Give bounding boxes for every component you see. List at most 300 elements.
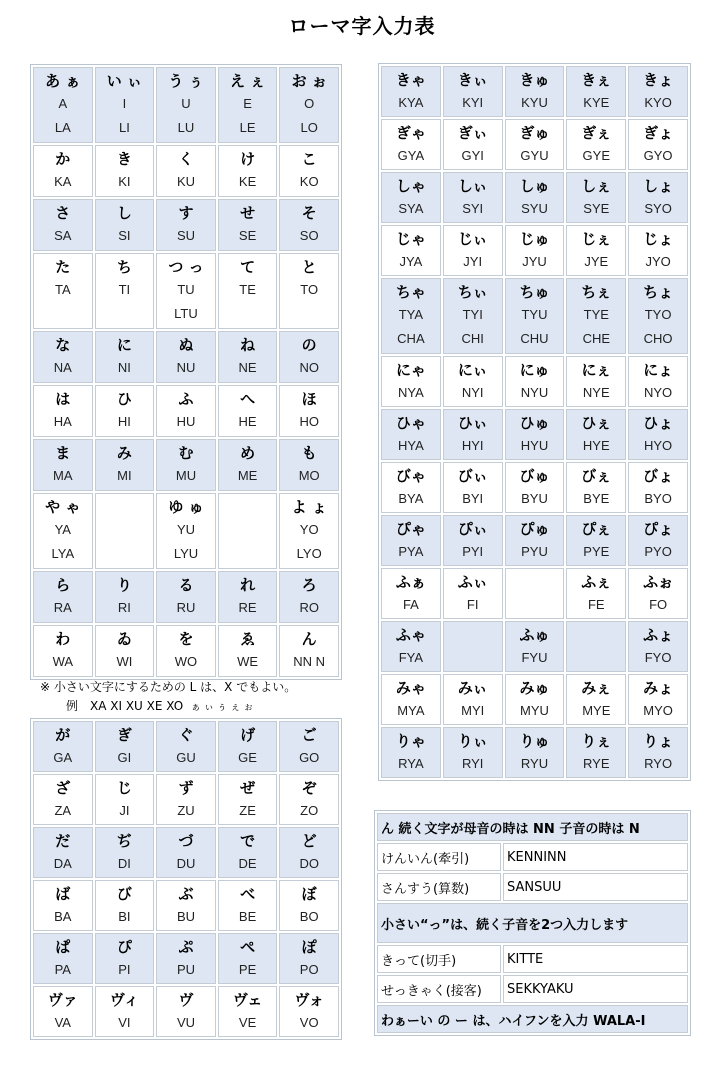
kana-cell [95, 199, 155, 251]
romaji-text: YU [176, 522, 196, 537]
example-label: きって(切手) [377, 945, 501, 973]
kana-cell [95, 331, 155, 383]
kana-text: ら [55, 576, 71, 594]
kana-text: きょ [643, 71, 674, 89]
kana-cell [566, 515, 626, 566]
kana-text: ふ [178, 390, 194, 408]
romaji-text: FO [649, 597, 668, 612]
kana-text: べ [240, 885, 256, 903]
kana-text: ヴォ [294, 991, 324, 1009]
kana-cell [443, 568, 503, 619]
table-row [33, 933, 339, 984]
table-row [33, 253, 339, 329]
kana-cell [156, 67, 216, 143]
contracted-kana-table [378, 63, 691, 781]
kana-cell [156, 253, 216, 329]
kana-text: の [301, 336, 317, 354]
kana-text: きぇ [581, 71, 612, 89]
romaji-text: GE [238, 750, 257, 765]
kana-cell [279, 331, 339, 383]
romaji-text: JYU [522, 254, 547, 269]
romaji-text: PYE [583, 544, 610, 559]
romaji-text: NYA [398, 385, 424, 400]
table-body [381, 66, 688, 778]
kana-text: せ [240, 204, 256, 222]
kana-text: ヴァ [47, 991, 78, 1009]
kana-cell [218, 986, 278, 1037]
kana-cell [218, 385, 278, 437]
kana-cell [33, 625, 93, 677]
kana-text: ひ [116, 390, 132, 408]
kana-cell [156, 721, 216, 772]
table-row [381, 278, 688, 354]
romaji-text: BYO [644, 491, 672, 506]
kana-cell [628, 568, 688, 619]
kana-cell [628, 172, 688, 223]
kana-text: ね [240, 336, 256, 354]
romaji-text: FA [402, 597, 419, 612]
romaji-text: ZO [300, 803, 319, 818]
kana-cell [156, 331, 216, 383]
romaji-text: SE [238, 228, 257, 243]
kana-text: ま [55, 444, 71, 462]
kana-text: ヴィ [109, 991, 139, 1009]
kana-cell [95, 774, 155, 825]
romaji-text: TA [54, 282, 71, 297]
kana-cell [218, 933, 278, 984]
kana-cell [381, 119, 441, 170]
romaji-text: LTU [174, 306, 198, 321]
kana-cell [505, 409, 565, 460]
kana-cell [95, 880, 155, 931]
kana-text: しょ [643, 177, 674, 195]
romaji-text: PE [238, 962, 257, 977]
table-row [381, 621, 688, 672]
romaji-text: BI [118, 909, 131, 924]
romaji-text: LYA [51, 546, 75, 561]
romaji-text: A [58, 96, 68, 111]
kana-text: み [116, 444, 132, 462]
table-row [33, 385, 339, 437]
romaji-text: HA [53, 414, 72, 429]
kana-text: きゃ [395, 71, 426, 89]
romaji-text: DO [299, 856, 319, 871]
romaji-text: BO [299, 909, 319, 924]
kana-cell [279, 827, 339, 878]
kana-text: ぴゃ [395, 520, 426, 538]
table-row [381, 225, 688, 276]
romaji-text: SO [299, 228, 319, 243]
voiced-kana-table [30, 718, 342, 1040]
romaji-text: WA [52, 654, 74, 669]
romaji-text: NYU [520, 385, 549, 400]
romaji-text: MU [175, 468, 197, 483]
romaji-text: TI [118, 282, 131, 297]
table-row [381, 462, 688, 513]
kana-text: ちゃ [395, 283, 426, 301]
romaji-text: GO [299, 750, 320, 765]
romaji-text: ME [237, 468, 258, 483]
romaji-text: PYA [398, 544, 424, 559]
romaji-text: MYO [643, 703, 673, 718]
table-row [33, 145, 339, 197]
kana-text: か [55, 150, 71, 168]
table-row [33, 571, 339, 623]
romaji-text: HE [238, 414, 257, 429]
romaji-text: CHE [582, 331, 611, 346]
romaji-text: CHI [461, 331, 484, 346]
romaji-text: BYA [398, 491, 424, 506]
romaji-text: BYE [583, 491, 610, 506]
kana-text: ぴぃ [457, 520, 488, 538]
kana-cell [381, 278, 441, 354]
kana-cell [95, 827, 155, 878]
kana-cell [33, 199, 93, 251]
kana-text: じ [116, 779, 132, 797]
kana-text: め [240, 444, 256, 462]
kana-text: り [116, 576, 132, 594]
kana-text: ちょ [643, 283, 674, 301]
kana-text: ぴょ [643, 520, 674, 538]
kana-cell [381, 515, 441, 566]
kana-text: て [240, 258, 256, 276]
romaji-text: SU [176, 228, 196, 243]
romaji-text: KI [118, 174, 131, 189]
romaji-text: VO [299, 1015, 319, 1030]
kana-cell [566, 462, 626, 513]
kana-cell [443, 119, 503, 170]
kana-text: みゅ [519, 679, 550, 697]
kana-cell [33, 385, 93, 437]
kana-text: ゐ [116, 630, 132, 648]
kana-text: ぎぇ [581, 124, 612, 142]
romaji-text: PYI [462, 544, 484, 559]
kana-text: じょ [643, 230, 674, 248]
kana-text: びぇ [581, 467, 612, 485]
kana-text: みょ [643, 679, 674, 697]
romaji-text: NU [176, 360, 196, 375]
kana-text: ぜ [240, 779, 256, 797]
kana-text: じゅ [519, 230, 550, 248]
kana-cell [443, 462, 503, 513]
kana-text: こ [301, 150, 317, 168]
kana-cell [218, 571, 278, 623]
romaji-text: VU [176, 1015, 196, 1030]
romaji-text: U [181, 96, 191, 111]
romaji-text: LYO [296, 546, 322, 561]
kana-cell [381, 172, 441, 223]
kana-cell [505, 356, 565, 407]
romaji-text: O [304, 96, 315, 111]
kana-cell [566, 727, 626, 778]
romaji-text: LO [300, 120, 318, 135]
romaji-text: PU [176, 962, 196, 977]
romaji-text: PYU [521, 544, 548, 559]
romaji-text: MYA [397, 703, 425, 718]
kana-cell [33, 721, 93, 772]
kana-cell [566, 674, 626, 725]
kana-cell [505, 278, 565, 354]
kana-cell [218, 67, 278, 143]
kana-text: ひぇ [581, 414, 612, 432]
kana-text: ちゅ [519, 283, 550, 301]
kana-cell [566, 119, 626, 170]
table-row [33, 774, 339, 825]
kana-text: ぢ [116, 832, 132, 850]
table-row [33, 880, 339, 931]
romaji-text: MYE [582, 703, 611, 718]
kana-text: い ぃ [106, 72, 142, 90]
small-tsu-rule-header: 小さい“っ”は、続く子音を2つ入力します [377, 903, 688, 943]
romaji-text: KA [54, 174, 72, 189]
romaji-text: RE [238, 600, 257, 615]
romaji-text: DE [238, 856, 257, 871]
table-row [33, 331, 339, 383]
romaji-text: KU [176, 174, 196, 189]
romaji-text: RYU [520, 756, 549, 771]
romaji-text: KYA [398, 95, 424, 110]
kana-text: つ っ [168, 258, 204, 276]
romaji-text: SYO [644, 201, 672, 216]
kana-text: ほ [301, 390, 317, 408]
kana-text: す [178, 204, 194, 222]
table-row [381, 409, 688, 460]
kana-cell [218, 721, 278, 772]
kana-cell [95, 493, 155, 569]
kana-cell [156, 880, 216, 931]
romaji-text: RYO [644, 756, 673, 771]
romaji-text: RO [299, 600, 319, 615]
romaji-text: BA [54, 909, 72, 924]
romaji-text: NE [238, 360, 257, 375]
example-small-kana: ぁ ぃ ぅ ぇ ぉ [190, 702, 254, 713]
kana-cell [279, 385, 339, 437]
kana-cell [381, 727, 441, 778]
kana-text: ひゃ [395, 414, 426, 432]
romaji-text: BYU [521, 491, 548, 506]
kana-cell [156, 774, 216, 825]
kana-cell [33, 253, 93, 329]
kana-cell [628, 409, 688, 460]
kana-cell [218, 774, 278, 825]
romaji-text: DI [117, 856, 131, 871]
romaji-text: VE [238, 1015, 257, 1030]
input-rules-table [374, 810, 691, 1036]
example-value: SEKKYAKU [503, 975, 688, 1003]
kana-text: け [240, 150, 256, 168]
romaji-text: LA [54, 120, 71, 135]
kana-cell [381, 674, 441, 725]
romaji-text: TO [300, 282, 319, 297]
kana-cell [95, 145, 155, 197]
kana-cell [381, 462, 441, 513]
kana-text: む [178, 444, 194, 462]
kana-cell [628, 462, 688, 513]
table-row [381, 172, 688, 223]
kana-cell [566, 621, 626, 672]
kana-text: に [116, 336, 132, 354]
romaji-text: TYU [521, 307, 548, 322]
kana-cell [33, 67, 93, 143]
romaji-text: BYI [462, 491, 484, 506]
kana-cell [505, 674, 565, 725]
romaji-text: RYI [461, 756, 484, 771]
kana-cell [381, 225, 441, 276]
romaji-text: GYU [520, 148, 549, 163]
kana-text: は [55, 390, 71, 408]
romaji-text: GYI [461, 148, 484, 163]
romaji-text: FI [466, 597, 479, 612]
example-label: せっきゃく(接客) [377, 975, 501, 1003]
romaji-text: RYE [583, 756, 610, 771]
kana-cell [505, 172, 565, 223]
kana-cell [279, 439, 339, 491]
kana-text: ぷ [178, 938, 194, 956]
kana-text: りぇ [581, 732, 612, 750]
kana-cell [33, 827, 93, 878]
romaji-text: GYA [397, 148, 425, 163]
kana-cell [218, 145, 278, 197]
kana-cell [33, 933, 93, 984]
kana-text: にゃ [396, 361, 426, 379]
example-value: KITTE [503, 945, 688, 973]
kana-text: ち [116, 258, 132, 276]
romaji-text: NYE [582, 385, 610, 400]
romaji-text: RI [117, 600, 131, 615]
romaji-text: MO [298, 468, 320, 483]
romaji-text: LYU [173, 546, 199, 561]
kana-text: え ぇ [229, 72, 266, 90]
kana-cell [628, 356, 688, 407]
kana-cell [156, 439, 216, 491]
kana-text: ぐ [178, 726, 194, 744]
kana-text: にょ [643, 361, 673, 379]
romaji-text: ZU [177, 803, 195, 818]
romaji-text: FYO [644, 650, 672, 665]
romaji-text: NO [299, 360, 319, 375]
kana-text: が [55, 726, 71, 744]
kana-cell [505, 66, 565, 117]
romaji-text: HYO [644, 438, 673, 453]
romaji-text: KYU [521, 95, 548, 110]
romaji-text: TYI [462, 307, 483, 322]
kana-text: げ [240, 726, 256, 744]
kana-cell [95, 571, 155, 623]
kana-text: ふぉ [643, 573, 674, 591]
kana-text: し [116, 204, 132, 222]
kana-cell [218, 625, 278, 677]
romaji-text: JYA [399, 254, 423, 269]
romaji-text: KYI [462, 95, 484, 110]
kana-text: ひゅ [519, 414, 550, 432]
kana-cell [628, 66, 688, 117]
kana-text: ぺ [240, 938, 256, 956]
kana-text: う ぅ [168, 72, 204, 90]
romaji-text: WO [174, 654, 198, 669]
romaji-text: GU [176, 750, 196, 765]
romaji-text: LI [118, 120, 130, 135]
kana-text: ふぇ [581, 573, 612, 591]
kana-cell [33, 571, 93, 623]
example-value: SANSUU [503, 873, 688, 901]
kana-cell [33, 986, 93, 1037]
romaji-text: TYO [644, 307, 672, 322]
kana-cell [443, 225, 503, 276]
kana-cell [279, 986, 339, 1037]
romaji-text: BE [238, 909, 257, 924]
kana-cell [381, 356, 441, 407]
romaji-text: ZE [239, 803, 256, 818]
kana-cell [443, 66, 503, 117]
example-label: けんいん(牽引) [377, 843, 501, 871]
kana-text: ぎゃ [395, 124, 426, 142]
kana-cell [279, 625, 339, 677]
kana-cell [566, 409, 626, 460]
kana-cell [33, 493, 93, 569]
kana-text: みぇ [581, 679, 612, 697]
kana-cell [218, 827, 278, 878]
kana-cell [505, 462, 565, 513]
romaji-text: HYE [582, 438, 610, 453]
romaji-text: TYA [398, 307, 424, 322]
kana-cell [628, 119, 688, 170]
romaji-text: YO [299, 522, 319, 537]
kana-cell [156, 933, 216, 984]
nn-rule-header: ん 続く文字が母音の時は NN 子音の時は N [377, 813, 688, 841]
romaji-text: YA [54, 522, 71, 537]
kana-cell [218, 331, 278, 383]
table-row [381, 119, 688, 170]
kana-text: る [178, 576, 194, 594]
kana-cell [95, 439, 155, 491]
kana-text: きゅ [519, 71, 550, 89]
kana-text: ヴェ [232, 991, 263, 1009]
kana-text: ぽ [301, 938, 317, 956]
kana-cell [566, 172, 626, 223]
kana-cell [443, 356, 503, 407]
kana-text: ぶ [178, 885, 194, 903]
table-row [33, 199, 339, 251]
romaji-text: BU [176, 909, 196, 924]
kana-cell [628, 621, 688, 672]
kana-cell [566, 356, 626, 407]
table-row [33, 827, 339, 878]
page-title: ローマ字入力表 [288, 14, 436, 38]
romaji-text: SYA [398, 201, 424, 216]
kana-cell [505, 568, 565, 619]
romaji-text: KO [299, 174, 319, 189]
kana-text: だ [55, 832, 71, 850]
table-row [381, 66, 688, 117]
kana-text: や ゃ [45, 498, 81, 516]
romaji-text: HI [117, 414, 131, 429]
romaji-text: LE [239, 120, 256, 135]
kana-cell [443, 515, 503, 566]
kana-text: びゃ [395, 467, 426, 485]
kana-text: ぬ [178, 336, 194, 354]
romaji-text: NI [117, 360, 131, 375]
kana-cell [505, 621, 565, 672]
romaji-text: NA [53, 360, 72, 375]
romaji-text: GYO [643, 148, 673, 163]
kana-cell [33, 145, 93, 197]
kana-cell [628, 727, 688, 778]
kana-text: にゅ [519, 361, 550, 379]
kana-text: く [178, 150, 194, 168]
romaji-text: KYO [644, 95, 672, 110]
table-row [381, 568, 688, 619]
kana-cell [156, 571, 216, 623]
